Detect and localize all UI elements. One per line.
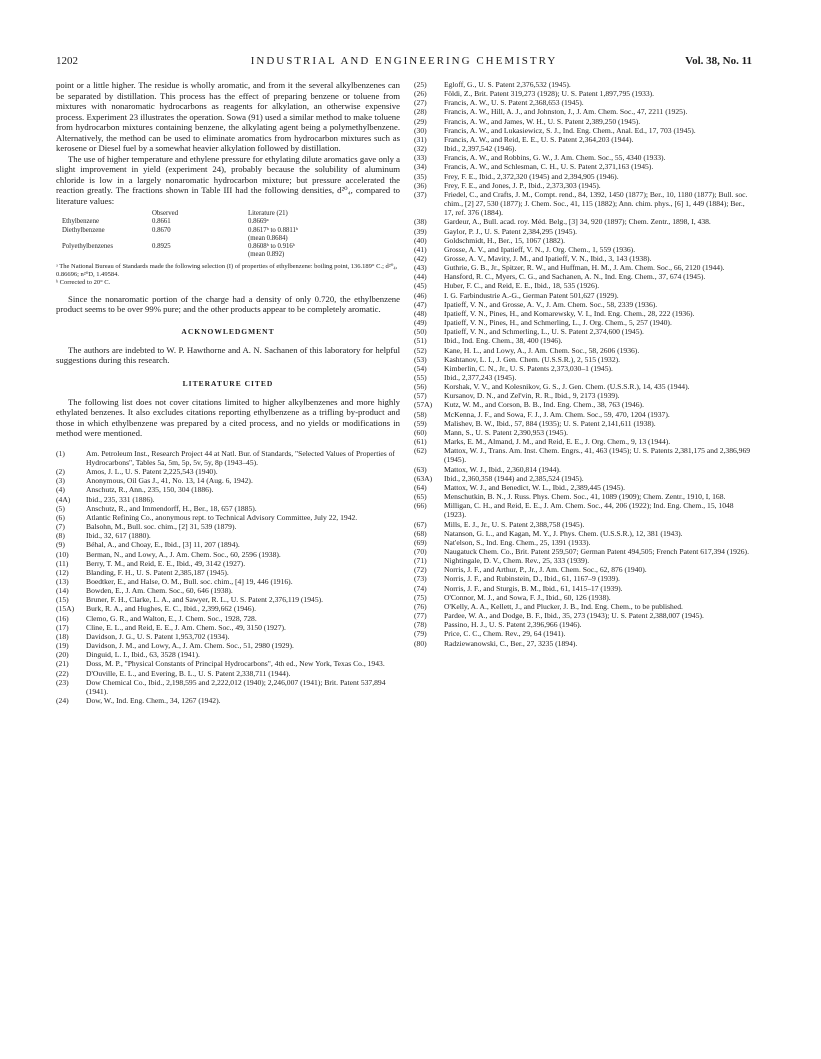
table-footnote: ᵃ The National Bureau of Standards made the following selection (I) of properties of ethylbenzene: boiling point, 136.189° C.; d²⁰₄, 0.86696; n²⁰D, 1.49584. (56, 262, 398, 278)
reference-item (414, 565, 754, 574)
reference-text: Davidson, J. M., and Lowy, A., J. Am. Chem. Soc., 51, 2980 (1929). (86, 641, 294, 651)
reference-text: Pardee, W. A., and Dodge, B. F., Ibid., 35, 273 (1943); U. S. Patent 2,388,007 (1945). (444, 611, 704, 621)
reference-item (414, 181, 754, 190)
reference-number: (59) (414, 418, 427, 428)
reference-number: (19) (56, 641, 69, 651)
reference-number: (15) (56, 595, 69, 605)
table-cell: Diethylbenzene (62, 226, 105, 234)
reference-item (414, 245, 754, 254)
literature-cited-heading: LITERATURE CITED (182, 378, 274, 388)
reference-list-right (414, 80, 754, 648)
reference-item (414, 520, 754, 529)
reference-text: Kimberlin, C. N., Jr., U. S. Patents 2,373,030–1 (1945). (444, 363, 613, 373)
reference-number: (64) (414, 482, 427, 492)
reference-text: Dinguid, L. I., Ibid., 63, 3528 (1941). (86, 650, 200, 660)
reference-text: Kursanov, D. N., and Zel'vin, R. R., Ibid., 9, 2173 (1939). (444, 391, 620, 401)
reference-item (414, 492, 754, 501)
reference-number: (7) (56, 522, 65, 532)
reference-number: (80) (414, 638, 427, 648)
reference-number: (3) (56, 476, 65, 486)
reference-item (414, 593, 754, 602)
reference-text: Mills, E. J., Jr., U. S. Patent 2,388,758 (1945). (444, 519, 585, 529)
reference-text: Goldschmidt, H., Ber., 15, 1067 (1882). (444, 235, 566, 245)
left-column (56, 80, 400, 705)
reference-item (414, 263, 754, 272)
reference-text: Ipatieff, V. N., and Schmerling, L., U. S. Patent 2,374,600 (1945). (444, 327, 644, 337)
reference-text: Natanson, G. L., and Kagan, M. Y., J. Phys. Chem. (U.S.S.R.), 12, 381 (1943). (444, 528, 683, 538)
page-header (56, 55, 752, 71)
reference-number: (56) (414, 382, 427, 392)
reference-item (414, 135, 754, 144)
reference-number: (41) (414, 244, 427, 254)
reference-text: Anschutz, R., and Immendorff, H., Ber., 18, 657 (1885). (86, 503, 257, 513)
reference-text: Clemo, G. R., and Walton, E., J. Chem. Soc., 1928, 728. (86, 613, 257, 623)
right-column (414, 80, 754, 648)
reference-number: (71) (414, 556, 427, 566)
reference-number: (22) (56, 668, 69, 678)
reference-text: Naugatuck Chem. Co., Brit. Patent 259,507; German Patent 494,505; French Patent 617,394 (1926). (444, 546, 749, 556)
reference-text: Ibid., 2,360,358 (1944) and 2,385,524 (1945). (444, 473, 584, 483)
reference-item (414, 153, 754, 162)
reference-text: D'Ouville, E. L., and Evering, B. L., U. S. Patent 2,338,711 (1944). (86, 668, 291, 678)
body-paragraph: Since the nonaromatic portion of the charge had a density of only 0.720, the ethylbenzene product seems to be over 99% pure; and the other products appear to be completely aromatic. (56, 293, 400, 315)
table-header-cell: Observed (152, 210, 179, 217)
reference-text: O'Connor, M. J., and Sowa, F. J., Ibid., 60, 126 (1938). (444, 592, 611, 602)
reference-item (414, 584, 754, 593)
reference-number: (46) (414, 290, 427, 300)
reference-text: Norris, J. F., and Rubinstein, D., Ibid., 61, 1167–9 (1939). (444, 574, 620, 584)
reference-item (414, 437, 754, 446)
reference-item (414, 190, 754, 217)
reference-text: Dow Chemical Co., Ibid., 2,198,595 and 2,222,012 (1940); 2,246,007 (1941); Brit. Patent 537,894 (1941). (86, 677, 386, 696)
reference-item (414, 400, 754, 409)
reference-item (56, 632, 400, 641)
reference-number: (49) (414, 318, 427, 328)
reference-item (56, 669, 400, 678)
reference-text: Burk, R. A., and Hughes, E. C., Ibid., 2,399,662 (1946). (86, 604, 257, 614)
reference-item (56, 531, 400, 540)
reference-item (56, 659, 400, 668)
journal-title: INDUSTRIAL AND ENGINEERING CHEMISTRY (250, 55, 558, 67)
reference-item (414, 556, 754, 565)
literature-intro: The following list does not cover citations limited to higher alkylbenzenes and more highly ethylated benzenes. It also excludes citations reporting ethylbenzene as a trifling by-product and those in which ethylbenzene was prepared by a cited process, and no yields or modifications in method were mentioned. (56, 396, 400, 439)
reference-item (56, 495, 400, 504)
reference-number: (38) (414, 217, 427, 227)
reference-item (414, 236, 754, 245)
reference-text: Am. Petroleum Inst., Research Project 44 at Natl. Bur. of Standards, "Selected Values of Properties of Hydrocarbons", Tables 5a, 5m, 5p, 5v, 5y, 8p (1943–45). (86, 448, 395, 467)
reference-item (414, 336, 754, 345)
acknowledgment-text: The authors are indebted to W. P. Hawthorne and A. N. Sachanen of this laboratory for helpful suggestions during this research. (56, 344, 400, 366)
reference-item (56, 586, 400, 595)
table-footnotes (56, 263, 400, 287)
reference-item (414, 309, 754, 318)
reference-number: (54) (414, 363, 427, 373)
reference-number: (4A) (56, 494, 71, 504)
reference-item (414, 620, 754, 629)
reference-number: (52) (414, 345, 427, 355)
reference-number: (35) (414, 171, 427, 181)
table-cell: 0.8925 (152, 243, 171, 251)
reference-number: (77) (414, 611, 427, 621)
reference-number: (40) (414, 235, 427, 245)
reference-text: Egloff, G., U. S. Patent 2,376,532 (1945). (444, 80, 571, 89)
reference-item (56, 540, 400, 549)
table-row (62, 251, 400, 259)
reference-text: Atlantic Refining Co., anonymous rept. to Technical Advisory Committee, July 22, 1942. (86, 512, 358, 522)
reference-item (414, 162, 754, 171)
reference-text: Ibid., Ind. Eng. Chem., 38, 400 (1946). (444, 336, 563, 346)
reference-item (414, 538, 754, 547)
table-header-row (62, 210, 400, 218)
reference-item (56, 641, 400, 650)
reference-number: (53) (414, 354, 427, 364)
reference-item (414, 318, 754, 327)
reference-text: Marks, E. M., Almand, J. M., and Reid, E. E., J. Org. Chem., 9, 13 (1944). (444, 437, 671, 447)
table-footnote: ᵇ Corrected to 20° C. (56, 278, 111, 286)
reference-number: (47) (414, 299, 427, 309)
reference-item (56, 513, 400, 522)
reference-item (56, 614, 400, 623)
reference-text: Friedel, C., and Crafts, J. M., Compt. rend., 84, 1392, 1450 (1877); Ber., 10, 1180 (1877); Bull. soc. chim., [2] 27, 530 (1877); J. Chem. Soc., 41, 115 (1882); Ann. chim. phys., [6] 1, 449 (1884); Ber., 17, ref. 376 (1884). (444, 189, 748, 218)
reference-item (414, 602, 754, 611)
reference-text: Francis, A. W., and Schlesman, C. H., U. S. Patent 2,371,163 (1945). (444, 162, 654, 172)
reference-number: (1) (56, 448, 65, 458)
reference-number: (72) (414, 565, 427, 575)
reference-item (56, 550, 400, 559)
reference-item (414, 98, 754, 107)
reference-list-left (56, 449, 400, 705)
reference-text: Passino, H. J., U. S. Patent 2,396,966 (1946). (444, 620, 582, 630)
reference-text: Frey, F. E., Ibid., 2,372,320 (1945) and 2,394,905 (1946). (444, 171, 619, 181)
reference-number: (31) (414, 134, 427, 144)
reference-number: (4) (56, 485, 65, 495)
reference-text: Grosse, A. V., and Ipatieff, V. N., J. Org. Chem., 1, 559 (1936). (444, 244, 636, 254)
reference-number: (42) (414, 253, 427, 263)
acknowledgment-heading: ACKNOWLEDGMENT (181, 326, 275, 336)
reference-item (414, 327, 754, 336)
reference-number: (33) (414, 153, 427, 163)
reference-text: Ibid., 32, 617 (1880). (86, 531, 151, 541)
reference-item (56, 604, 400, 613)
reference-number: (43) (414, 263, 427, 273)
reference-text: Gaylor, P. J., U. S. Patent 2,384,295 (1945). (444, 226, 578, 236)
reference-item (56, 623, 400, 632)
reference-number: (68) (414, 528, 427, 538)
reference-text: Korshak, V. V., and Kolesnikov, G. S., J. Gen. Chem. (U.S.S.R.), 14, 435 (1944). (444, 382, 690, 392)
reference-item (56, 522, 400, 531)
reference-item (56, 678, 400, 696)
reference-number: (75) (414, 592, 427, 602)
reference-item (414, 639, 754, 648)
reference-item (414, 428, 754, 437)
reference-text: Mattox, W. J., and Benedict, W. L., Ibid., 2,389,445 (1945). (444, 482, 625, 492)
reference-item (414, 291, 754, 300)
reference-text: Gardeur, A., Bull. acad. roy. Méd. Belg., [3] 34, 920 (1897); Chem. Zentr., 1898, I, 438. (444, 217, 711, 227)
reference-text: Francis, A. W., Hill, A. J., and Johnston, J., J. Am. Chem. Soc., 47, 2211 (1925). (444, 107, 688, 117)
reference-text: Blanding, F. H., U. S. Patent 2,385,187 (1945). (86, 567, 229, 577)
reference-number: (14) (56, 586, 69, 596)
reference-item (414, 483, 754, 492)
reference-number: (15A) (56, 604, 75, 614)
reference-number: (6) (56, 512, 65, 522)
table-cell: 0.8669ᵃ (248, 218, 269, 226)
reference-text: Mattox, W. J., Trans. Am. Inst. Chem. Engrs., 41, 463 (1945); U. S. Patents 2,381,175 and 2,386,969 (1945). (444, 446, 751, 465)
reference-number: (11) (56, 558, 69, 568)
table-cell: 0.8670 (152, 226, 171, 234)
reference-item (56, 449, 400, 467)
reference-number: (34) (414, 162, 427, 172)
reference-number: (18) (56, 631, 69, 641)
reference-text: Cline, E. L., and Reid, E. E., J. Am. Chem. Soc., 49, 3150 (1927). (86, 622, 286, 632)
reference-text: Francis, A. W., and Lukasiewicz, S. J., Ind. Eng. Chem., Anal. Ed., 17, 703 (1945). (444, 125, 696, 135)
reference-number: (9) (56, 540, 65, 550)
reference-text: Kashtanov, L. I., J. Gen. Chem. (U.S.S.R.), 2, 515 (1932). (444, 354, 621, 364)
reference-number: (69) (414, 537, 427, 547)
reference-text: Mattox, W. J., Ibid., 2,360,814 (1944). (444, 464, 561, 474)
reference-item (414, 217, 754, 226)
reference-item (414, 382, 754, 391)
reference-text: Berry, T. M., and Reid, E. E., Ibid., 49, 3142 (1927). (86, 558, 246, 568)
reference-item (56, 595, 400, 604)
reference-number: (23) (56, 677, 69, 687)
reference-number: (58) (414, 409, 427, 419)
table-row (62, 243, 400, 251)
reference-number: (24) (56, 696, 69, 705)
reference-item (414, 227, 754, 236)
reference-number: (28) (414, 107, 427, 117)
reference-item (56, 504, 400, 513)
reference-text: Milligan, C. H., and Reid, E. E., J. Am. Chem. Soc., 44, 206 (1922); Ind. Eng. Chem., 15, 1048 (1923). (444, 501, 734, 520)
reference-number: (65) (414, 492, 427, 502)
reference-text: Dow, W., Ind. Eng. Chem., 34, 1267 (1942). (86, 696, 221, 705)
reference-text: Guthrie, G. B., Jr., Spitzer, R. W., and Huffman, H. M., J. Am. Chem. Soc., 66, 2120 (1944). (444, 263, 725, 273)
reference-item (414, 300, 754, 309)
table-cell: Polyethylbenzenes (62, 243, 113, 251)
reference-number: (44) (414, 272, 427, 282)
reference-item (414, 547, 754, 556)
reference-item (414, 107, 754, 116)
reference-item (414, 501, 754, 519)
reference-item (414, 281, 754, 290)
reference-number: (16) (56, 613, 69, 623)
table-header-cell: Literature (21) (248, 210, 288, 217)
reference-text: Frey, F. E., and Jones, J. P., Ibid., 2,373,303 (1945). (444, 180, 601, 190)
reference-number: (20) (56, 650, 69, 660)
reference-number: (48) (414, 308, 427, 318)
reference-text: Ibid., 2,397,542 (1946). (444, 144, 517, 154)
reference-text: Ipatieff, V. N., Pines, H., and Schmerling, L., J. Org. Chem., 5, 257 (1940). (444, 318, 672, 328)
reference-item (56, 559, 400, 568)
reference-text: Boedtker, E., and Halse, O. M., Bull. soc. chim., [4] 19, 446 (1916). (86, 576, 293, 586)
table-cell: 0.8617ᵇ to 0.8811ᵇ (248, 226, 299, 234)
table-cell: 0.8608ᵇ to 0.916ᵇ (248, 243, 295, 251)
reference-item (414, 629, 754, 638)
reference-text: Amos, J. L., U. S. Patent 2,225,543 (1940). (86, 467, 218, 477)
reference-number: (51) (414, 336, 427, 346)
reference-item (56, 476, 400, 485)
reference-item (414, 117, 754, 126)
reference-text: Francis, A. W., and James, W. H., U. S. Patent 2,389,250 (1945). (444, 116, 641, 126)
reference-text: Price, C. C., Chem. Rev., 29, 64 (1941). (444, 629, 566, 639)
reference-number: (26) (414, 89, 427, 99)
reference-item (414, 364, 754, 373)
reference-text: Kane, H. L., and Lowy, A., J. Am. Chem. Soc., 58, 2606 (1936). (444, 345, 640, 355)
reference-number: (30) (414, 125, 427, 135)
reference-text: Menschutkin, B. N., J. Russ. Phys. Chem. Soc., 41, 1089 (1909); Chem. Zentr., 1910, I, 168. (444, 492, 726, 502)
reference-text: Ipatieff, V. N., Pines, H., and Komarewsky, V. I., Ind. Eng. Chem., 28, 222 (1936). (444, 308, 695, 318)
body-paragraph: point or a little higher. The residue is wholly aromatic, and from it the several alkylbenzenes can be separated by distillation. This process has the effect of preparing benzene or toluene from mixtures with nonaromatic hydrocarbons as reagents for alkylation, an otherwise expensive process. Experiment 23 illustrates the operation. Sowa (91) used a similar method to make toluene from hydrocarbon mixtures containing benzene, the alkylating agent being a polymethylbenzene. Alternatively, the method can be used to eliminate aromatics from hydrocarbon mixtures such as kerosene or Diesel fuel by a somewhat heavier alkylation followed by distillation. (56, 80, 400, 153)
reference-item (414, 465, 754, 474)
reference-number: (10) (56, 549, 69, 559)
reference-text: Anonymous, Oil Gas J., 41, No. 13, 14 (Aug. 6, 1942). (86, 476, 253, 486)
reference-number: (57A) (414, 400, 433, 410)
reference-number: (17) (56, 622, 69, 632)
reference-number: (12) (56, 567, 69, 577)
table-row (62, 235, 400, 243)
reference-text: Malishev, B. W., Ibid., 57, 884 (1935); U. S. Patent 2,141,611 (1938). (444, 418, 656, 428)
reference-number: (37) (414, 189, 427, 199)
reference-text: I. G. Farbindustrie A.-G., German Patent 501,627 (1929). (444, 290, 619, 300)
reference-text: Bowden, E., J. Am. Chem. Soc., 60, 646 (1938). (86, 586, 233, 596)
reference-number: (74) (414, 583, 427, 593)
reference-number: (13) (56, 576, 69, 586)
reference-number: (63A) (414, 473, 433, 483)
reference-item (414, 529, 754, 538)
reference-number: (2) (56, 467, 65, 477)
reference-text: Hansford, R. C., Myers, C. G., and Sachanen, A. N., Ind. Eng. Chem., 37, 674 (1945). (444, 272, 706, 282)
reference-number: (55) (414, 373, 427, 382)
reference-text: Ibid., 235, 331 (1886). (86, 494, 155, 504)
reference-number: (57) (414, 391, 427, 401)
reference-number: (25) (414, 80, 427, 89)
table-cell: 0.8661 (152, 218, 171, 226)
reference-number: (61) (414, 437, 427, 447)
reference-item (56, 485, 400, 494)
reference-item (56, 577, 400, 586)
reference-number: (66) (414, 501, 427, 511)
reference-item (414, 574, 754, 583)
table-row (62, 218, 400, 226)
reference-text: Doss, M. P., "Physical Constants of Principal Hydrocarbons", 4th ed., New York, Texas Co., 1943. (86, 659, 385, 669)
reference-text: Nat'elson, S., Ind. Eng. Chem., 25, 1391 (1933). (444, 537, 591, 547)
reference-item (414, 446, 754, 464)
reference-item (414, 254, 754, 263)
reference-text: Ibid., 2,377,243 (1945). (444, 373, 517, 382)
reference-item (414, 80, 754, 89)
reference-number: (78) (414, 620, 427, 630)
reference-number: (29) (414, 116, 427, 126)
body-paragraph: The use of higher temperature and ethylene pressure for ethylating dilute aromatics gave only a slight improvement in yield (experiment 24), probably because the solubility of aluminum chloride is low in a largely nonaromatic hydrocarbon mixture; but pressure accelerated the reaction greatly. The fractions shown in Table III had the following densities, d²⁰₄, compared to literature values: (56, 153, 400, 206)
reference-number: (76) (414, 601, 427, 611)
reference-text: Kutz, W. M., and Corson, B. B., Ind. Eng. Chem., 38, 763 (1946). (444, 400, 644, 410)
reference-text: Norris, J. F., and Sturgis, B. M., Ibid., 61, 1415–17 (1939). (444, 583, 623, 593)
reference-text: Nightingale, D. V., Chem. Rev., 25, 333 (1939). (444, 556, 590, 566)
reference-text: Bruner, F. H., Clarke, L. A., and Sawyer, R. L., U. S. Patent 2,376,119 (1945). (86, 595, 324, 605)
reference-number: (8) (56, 531, 65, 541)
reference-item (414, 126, 754, 135)
reference-item (56, 696, 400, 705)
reference-number: (21) (56, 659, 69, 669)
reference-number: (32) (414, 144, 427, 154)
reference-text: Radziewanowski, C., Ber., 27, 3235 (1894). (444, 638, 578, 648)
reference-text: Francis, A. W., and Reid, E. E., U. S. Patent 2,364,203 (1944). (444, 134, 634, 144)
reference-text: Davidson, J. G., U. S. Patent 1,953,702 (1934). (86, 631, 230, 641)
page-number: 1202 (56, 55, 78, 67)
reference-number: (27) (414, 98, 427, 108)
reference-text: Ipatieff, V. N., and Grosse, A. V., J. Am. Chem. Soc., 58, 2339 (1936). (444, 299, 658, 309)
reference-text: McKenna, J. F., and Sowa, F. J., J. Am. Chem. Soc., 59, 470, 1204 (1937). (444, 409, 670, 419)
reference-item (414, 355, 754, 364)
reference-text: Balsohn, M., Bull. soc. chim., [2] 31, 539 (1879). (86, 522, 237, 532)
reference-text: Mann, S., U. S. Patent 2,390,953 (1945). (444, 427, 569, 437)
reference-text: Francis, A. W., U. S. Patent 2,368,653 (1945). (444, 98, 584, 108)
table-cell: Ethylbenzene (62, 218, 99, 226)
reference-item (414, 172, 754, 181)
reference-item (414, 410, 754, 419)
reference-item (56, 650, 400, 659)
reference-text: Huber, F. C., and Reid, E. E., Ibid., 18, 535 (1926). (444, 281, 600, 291)
reference-number: (70) (414, 546, 427, 556)
reference-number: (73) (414, 574, 427, 584)
reference-text: Berman, N., and Lowy, A., J. Am. Chem. Soc., 60, 2596 (1938). (86, 549, 281, 559)
reference-text: Anschutz, R., Ann., 235, 150, 304 (1886). (86, 485, 214, 495)
density-table (62, 210, 400, 260)
reference-number: (39) (414, 226, 427, 236)
table-cell: (mean 0.8684) (248, 234, 288, 242)
reference-item (414, 272, 754, 281)
reference-item (414, 611, 754, 620)
reference-number: (50) (414, 327, 427, 337)
reference-item (56, 467, 400, 476)
reference-text: Francis, A. W., and Robbins, G. W., J. Am. Chem. Soc., 55, 4340 (1933). (444, 153, 666, 163)
reference-item (414, 89, 754, 98)
reference-text: Béhal, A., and Choay, E., Ibid., [3] 11, 207 (1894). (86, 540, 240, 550)
table-row (62, 227, 400, 235)
volume-info: Vol. 38, No. 11 (685, 55, 752, 67)
reference-text: Norris, J. F., and Arthur, P., Jr., J. Am. Chem. Soc., 62, 876 (1940). (444, 565, 647, 575)
reference-item (414, 419, 754, 428)
reference-number: (45) (414, 281, 427, 291)
reference-number: (67) (414, 519, 427, 529)
reference-item (414, 373, 754, 382)
reference-text: Grosse, A. V., Mavity, J. M., and Ipatieff, V. N., Ibid., 3, 143 (1938). (444, 253, 652, 263)
reference-item (56, 568, 400, 577)
reference-number: (79) (414, 629, 427, 639)
reference-item (414, 144, 754, 153)
reference-item (414, 391, 754, 400)
reference-text: Földi, Z., Brit. Patent 319,273 (1928); U. S. Patent 1,897,795 (1933). (444, 89, 655, 99)
reference-number: (62) (414, 446, 427, 456)
reference-number: (36) (414, 180, 427, 190)
reference-number: (5) (56, 503, 65, 513)
reference-number: (60) (414, 427, 427, 437)
reference-number: (63) (414, 464, 427, 474)
reference-item (414, 474, 754, 483)
table-body (62, 218, 400, 259)
reference-item (414, 346, 754, 355)
reference-text: O'Kelly, A. A., Kellett, J., and Plucker, J. B., Ind. Eng. Chem., to be published. (444, 601, 683, 611)
table-cell: (mean 0.892) (248, 251, 285, 259)
